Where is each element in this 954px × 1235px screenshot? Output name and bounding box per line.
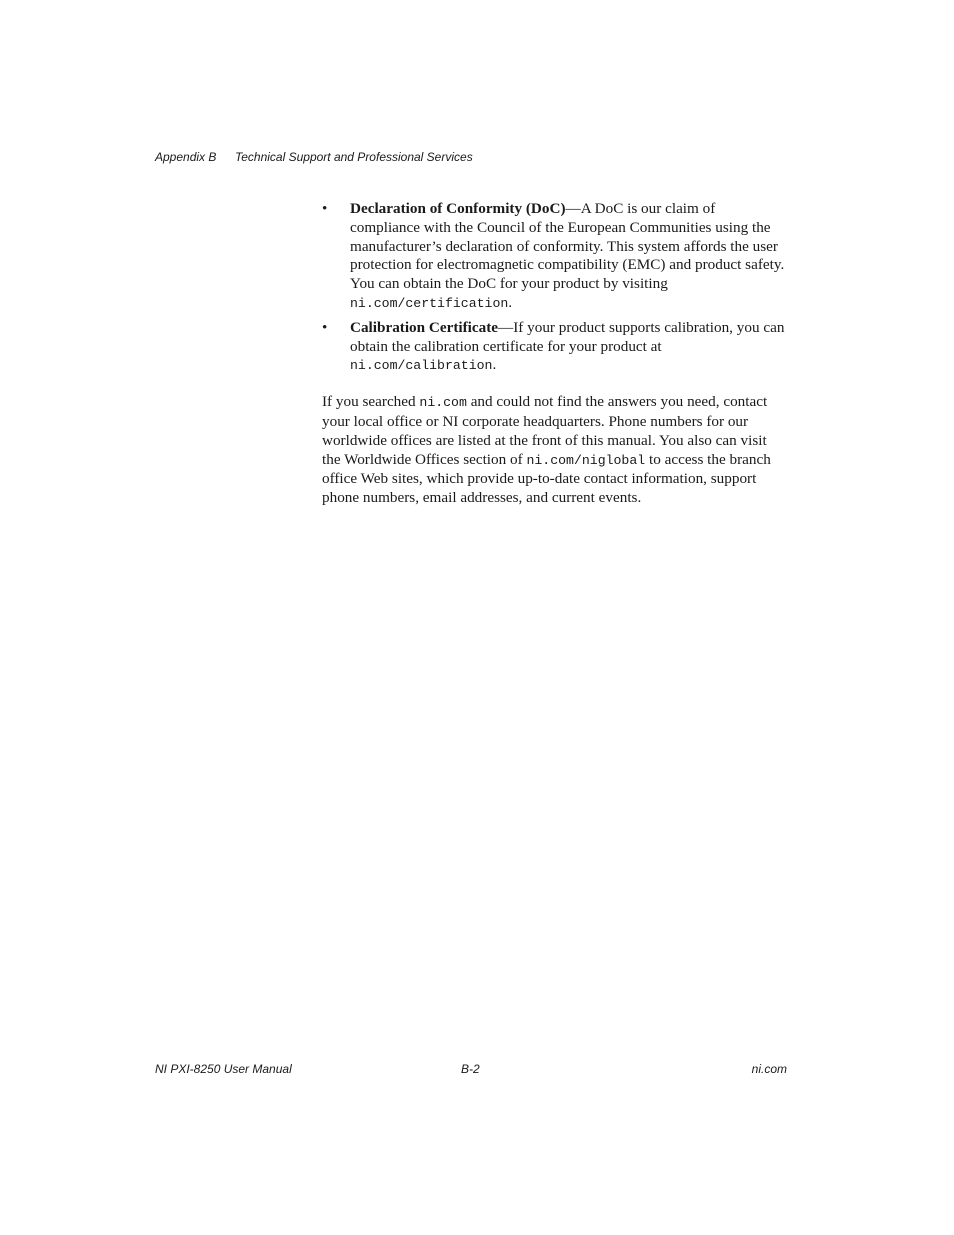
ni-com-link[interactable]: ni.com xyxy=(419,395,467,411)
support-paragraph xyxy=(322,393,788,508)
list-item-doc xyxy=(322,200,788,314)
section-title: Technical Support and Professional Services xyxy=(235,150,473,164)
paragraph-text-1: If you searched xyxy=(322,393,420,411)
appendix-label: Appendix B xyxy=(155,150,217,164)
certification-link[interactable]: ni.com/certification xyxy=(350,295,509,311)
page-header xyxy=(155,150,473,164)
doc-description: —A DoC is our claim of compliance with the Council of the European Communities using the manufacturer’s declaration of conformity. This system affords the user protection for electromagnetic compatibility (EMC) and product safety. You can obtain the DoC for your product by visiting xyxy=(350,200,785,293)
calibration-link[interactable]: ni.com/calibration xyxy=(350,358,493,374)
paragraph-text-3: to access the branch office Web sites, which provide up-to-date contact information, support phone numbers, email addresses, and current events. xyxy=(322,450,771,507)
bullet-marker: • xyxy=(322,318,328,336)
list-item-calibration xyxy=(322,319,788,376)
main-content xyxy=(322,200,788,508)
niglobal-link[interactable]: ni.com/niglobal xyxy=(526,452,646,468)
footer-site: ni.com xyxy=(751,1062,787,1076)
calibration-term: Calibration Certificate xyxy=(350,318,499,336)
bullet-marker: • xyxy=(322,200,328,217)
paragraph-text-2: and could not find the answers you need, contact your local office or NI corporate headquarters. Phone numbers for our worldwide offices are listed at the front of this manual. You also can visit the Worldwide Offices section of xyxy=(322,393,768,468)
page-number: B-2 xyxy=(461,1062,480,1076)
doc-term: Declaration of Conformity (DoC) xyxy=(350,200,566,217)
calibration-description: —If your product supports calibration, you can obtain the calibration certificate for your product at xyxy=(350,318,785,355)
calibration-end-punctuation: . xyxy=(492,356,497,374)
page-footer xyxy=(155,1062,787,1078)
manual-title: NI PXI-8250 User Manual xyxy=(155,1062,292,1076)
doc-end-punctuation: . xyxy=(508,293,513,311)
resource-list xyxy=(322,200,788,376)
